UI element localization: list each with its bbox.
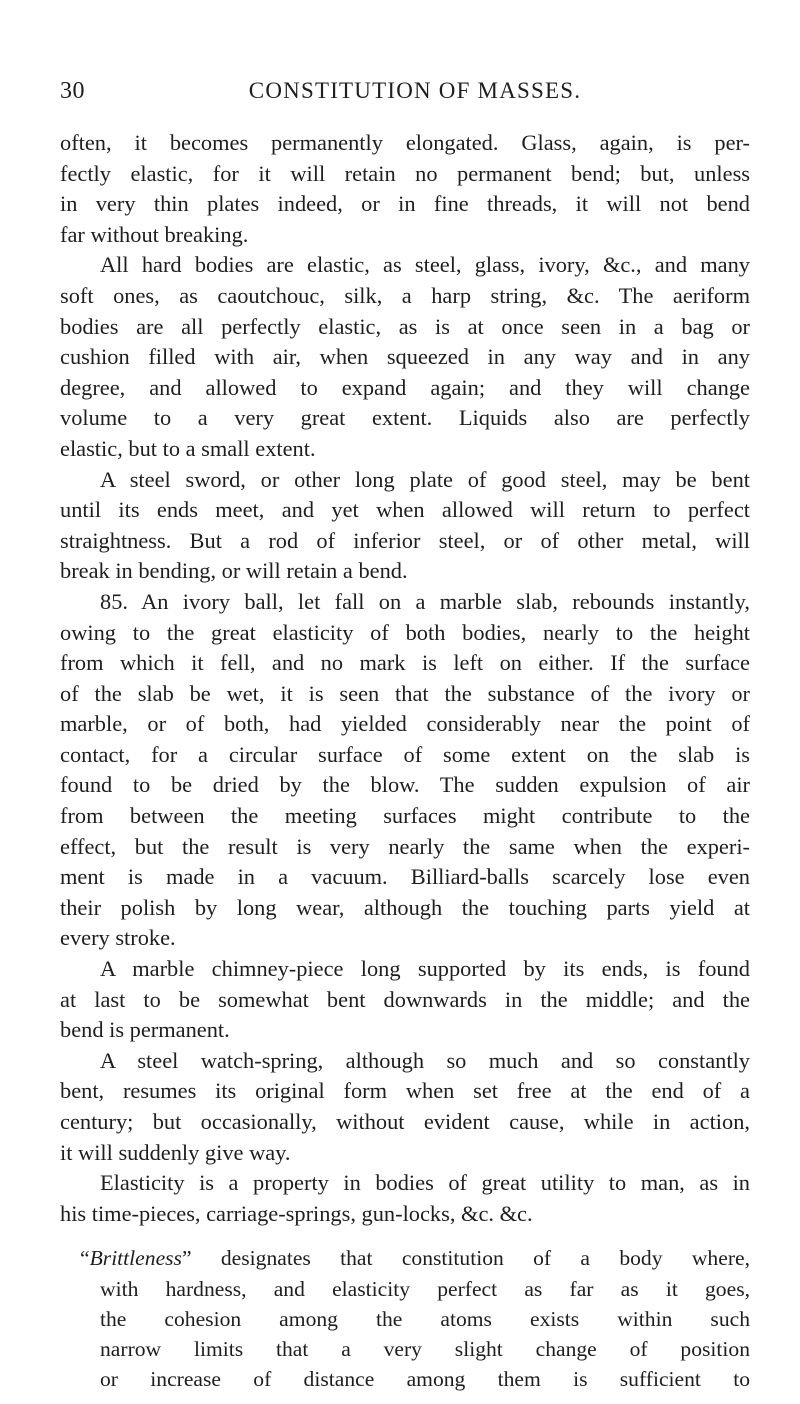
text-line: until its ends meet, and yet when allowed will return to perfect [60, 497, 750, 523]
text-line: degree, and allowed to expand again; and they will change [60, 374, 750, 400]
text-line: with hardness, and elasticity perfect as far as it goes, [100, 1276, 750, 1301]
text-line: volume to a very great extent. Liquids also are perfectly [60, 405, 750, 431]
text-line: marble, or of both, had yielded considerably near the point of [60, 711, 750, 737]
text-line: A steel watch-spring, although so much and so constantly [100, 1047, 750, 1073]
text-line: often, it becomes permanently elongated. Glass, again, is per- [60, 130, 750, 155]
text-line: century; but occasionally, without evident cause, while in action, [60, 1109, 750, 1134]
text-line: Elasticity is a property in bodies of great utility to man, as in [100, 1170, 750, 1196]
text-line: his time-pieces, carriage-springs, gun-locks, &c. &c. [60, 1200, 533, 1226]
text-line: All hard bodies are elastic, as steel, glass, ivory, &c., and many [100, 252, 750, 278]
text-line: ment is made in a vacuum. Billiard-balls scarcely lose even [60, 864, 750, 890]
text-line: at last to be somewhat bent downwards in the middle; and the [60, 986, 750, 1012]
section-85-line: 85. An ivory ball, let fall on a marble slab, rebounds instantly, [100, 588, 750, 614]
text-line: their polish by long wear, although the touching parts yield at [60, 894, 750, 920]
brittleness-definition-start: ” designates that constitution of a body where, [181, 1246, 750, 1271]
text-line: effect, but the result is very nearly the same when the experi- [60, 833, 750, 859]
text-line: or increase of distance among them is sufficient to [100, 1367, 750, 1392]
page-number: 30 [60, 78, 85, 104]
text-line: A steel sword, or other long plate of good steel, may be bent [100, 466, 750, 492]
text-line: every stroke. [60, 925, 176, 951]
open-quote: “ [80, 1246, 90, 1271]
text-line: found to be dried by the blow. The sudden expulsion of air [60, 772, 750, 798]
text-line: soft ones, as caoutchouc, silk, a harp string, &c. The aeriform [60, 282, 750, 308]
paragraph-gap [60, 1229, 750, 1243]
text-line: bodies are all perfectly elastic, as is at once seen in a bag or [60, 313, 750, 339]
text-line: in very thin plates indeed, or in fine threads, it will not bend [60, 191, 750, 217]
text-line: break in bending, or will retain a bend. [60, 558, 408, 584]
text-line: the cohesion among the atoms exists within such [100, 1306, 750, 1331]
brittleness-first-line [60, 1243, 750, 1273]
text-line: from between the meeting surfaces might contribute to the [60, 803, 750, 829]
text-line: elastic, but to a small extent. [60, 435, 316, 461]
brittleness-paragraph [60, 1243, 750, 1394]
text-line: from which it fell, and no mark is left on either. If the surface [60, 650, 750, 676]
running-title: CONSTITUTION OF MASSES. [248, 78, 582, 103]
text-line: straightness. But a rod of inferior steel, or of other metal, will [60, 527, 750, 553]
text-line: it will suddenly give way. [60, 1139, 291, 1165]
text-line: bend is permanent. [60, 1017, 230, 1043]
body-text [60, 128, 750, 1394]
brittleness-term: Brittleness [89, 1246, 182, 1271]
text-line: contact, for a circular surface of some extent on the slab is [60, 741, 750, 767]
text-line: bent, resumes its original form when set free at the end of a [60, 1078, 750, 1104]
text-line: A marble chimney-piece long supported by its ends, is found [100, 956, 750, 982]
text-line: narrow limits that a very slight change of position [100, 1336, 750, 1361]
text-line: owing to the great elasticity of both bodies, nearly to the height [60, 619, 750, 645]
text-line: far without breaking. [60, 221, 249, 247]
running-head [60, 78, 750, 108]
text-line: of the slab be wet, it is seen that the substance of the ivory or [60, 680, 750, 706]
text-line: fectly elastic, for it will retain no permanent bend; but, unless [60, 160, 750, 186]
text-line: cushion filled with air, when squeezed in any way and in any [60, 344, 750, 370]
